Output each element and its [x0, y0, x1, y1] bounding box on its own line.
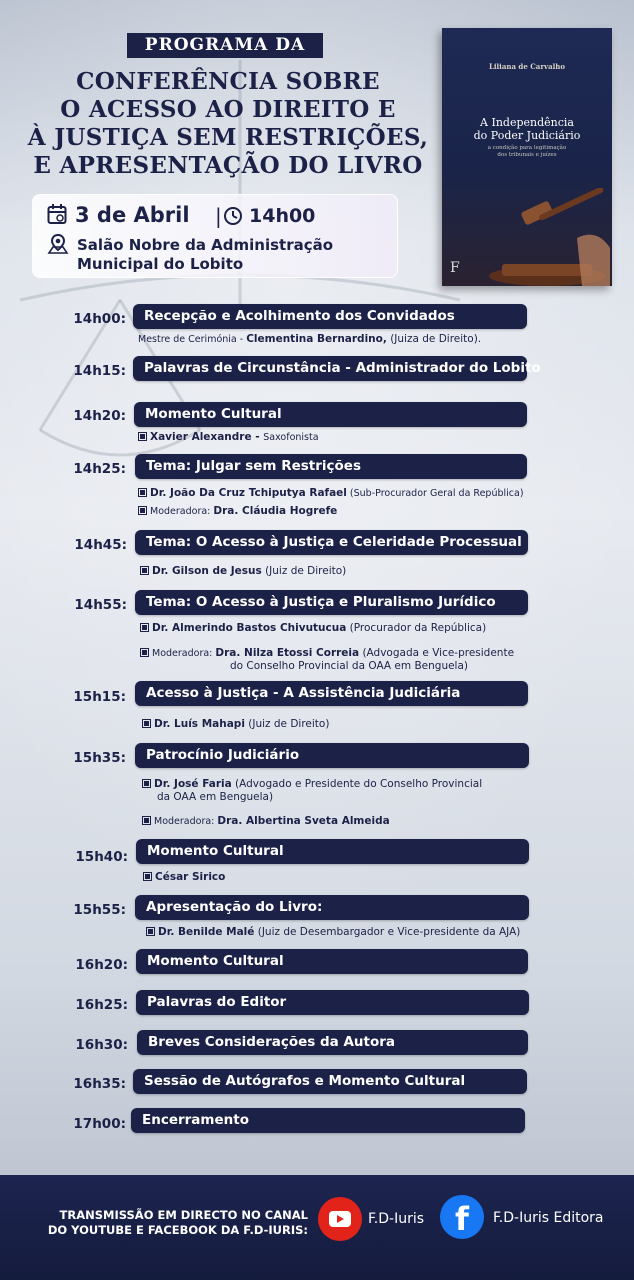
agenda-time: 14h20:: [73, 408, 126, 424]
agenda-time: 14h25:: [73, 461, 126, 477]
agenda-item-bar: Sessão de Autógrafos e Momento Cultural: [133, 1069, 527, 1094]
agenda-item-bar: Palavras do Editor: [136, 990, 529, 1015]
bullet-icon: [142, 625, 147, 630]
date-time-separator: |: [215, 204, 222, 228]
detail-line: César Sirico: [145, 871, 225, 884]
detail-line: Dr. Gilson de Jesus (Juiz de Direito): [142, 565, 346, 578]
broadcast-line: DO YOUTUBE E FACEBOOK DA F.D-IURIS:: [47, 1223, 308, 1237]
footer-broadcast-banner: [0, 1175, 634, 1280]
title-line: CONFERÊNCIA SOBRE: [76, 68, 380, 95]
agenda-item-bar: Recepção e Acolhimento dos Convidados: [133, 304, 527, 329]
detail-line: Dr. Almerindo Bastos Chivutucua (Procurador da República): [142, 622, 486, 635]
detail-line: Dr. João Da Cruz Tchiputya Rafael (Sub-Procurador Geral da República): [140, 487, 524, 500]
title-line: O ACESSO AO DIREITO E: [60, 96, 396, 123]
book-subtitle-line: dos tribunais e juízes: [497, 152, 557, 158]
agenda-time: 14h15:: [73, 363, 126, 379]
bullet-icon: [144, 781, 149, 786]
agenda-item-bar: Momento Cultural: [136, 949, 528, 974]
agenda-time: 14h00:: [73, 311, 126, 327]
detail-line: Moderadora: Dra. Cláudia Hogrefe: [140, 505, 337, 518]
agenda-item-bar: Tema: O Acesso à Justiça e Pluralismo Jurídico: [135, 590, 528, 615]
book-author: Liliana de Carvalho: [488, 62, 566, 71]
agenda-item-bar: Breves Considerações da Autora: [137, 1030, 528, 1055]
bullet-icon: [144, 721, 149, 726]
agenda-item-bar: Encerramento: [131, 1108, 525, 1133]
agenda-time: 14h45:: [74, 537, 127, 553]
agenda-time: 15h40:: [75, 849, 128, 865]
publisher-logo: F: [450, 260, 460, 276]
agenda-item-bar: Tema: Julgar sem Restrições: [135, 454, 527, 479]
book-subtitle-line: a condição para legitimação: [487, 145, 567, 151]
bullet-icon: [140, 508, 145, 513]
detail-line: Dr. José Faria (Advogado e Presidente do Conselho Provincial: [144, 778, 482, 791]
youtube-channel-label[interactable]: F.D-Iuris: [368, 1211, 425, 1227]
title-line: À JUSTIÇA SEM RESTRIÇÕES,: [27, 124, 429, 151]
bullet-icon: [148, 929, 153, 934]
event-time: 14h00: [249, 205, 316, 227]
book-title-line: A Independência: [480, 116, 574, 129]
book-title-line: do Poder Judiciário: [473, 129, 581, 142]
venue-line: Municipal do Lobito: [77, 255, 244, 273]
broadcast-line: TRANSMISSÃO EM DIRECTO NO CANAL: [59, 1208, 308, 1222]
title-line: E APRESENTAÇÃO DO LIVRO: [33, 152, 423, 179]
facebook-icon[interactable]: f: [440, 1195, 484, 1239]
agenda-item-bar: Momento Cultural: [136, 839, 529, 864]
agenda-time: 17h00:: [73, 1116, 126, 1132]
facebook-page-label[interactable]: F.D-Iuris Editora: [493, 1210, 604, 1226]
youtube-icon[interactable]: [318, 1197, 362, 1241]
agenda-item-bar: Momento Cultural: [134, 402, 527, 427]
detail-line: do Conselho Provincial da OAA em Benguela): [230, 660, 469, 672]
detail-line: Moderadora: Dra. Albertina Sveta Almeida: [144, 815, 390, 828]
bullet-icon: [140, 434, 145, 439]
agenda-time: 15h55:: [73, 902, 126, 918]
agenda-time: 16h25:: [75, 997, 128, 1013]
agenda-item-bar: Tema: O Acesso à Justiça e Celeridade Processual: [135, 530, 528, 555]
detail-line: Moderadora: Dra. Nilza Etossi Correia (Advogada e Vice-presidente: [142, 647, 514, 660]
agenda-time: 16h35:: [73, 1076, 126, 1092]
event-date: 3 de Abril: [75, 203, 190, 227]
detail-line: Dr. Benilde Malé (Juiz de Desembargador e Vice-presidente da AJA): [148, 926, 520, 939]
program-banner: PROGRAMA DA: [127, 33, 323, 58]
agenda-item-bar: Patrocínio Judiciário: [135, 743, 529, 768]
detail-line: Mestre de Cerimónia - Clementina Bernardino, (Juiza de Direito).: [138, 333, 482, 345]
agenda-time: 14h55:: [74, 597, 127, 613]
venue-line: Salão Nobre da Administração: [77, 236, 334, 254]
broadcast-text: [28, 1208, 308, 1238]
bullet-icon: [145, 874, 150, 879]
agenda-time: 16h20:: [75, 957, 128, 973]
agenda-item-bar: Palavras de Circunstância - Administrador do Lobito: [133, 356, 527, 381]
bullet-icon: [142, 650, 147, 655]
agenda-time: 16h30:: [75, 1037, 128, 1053]
detail-line: da OAA em Benguela): [157, 791, 274, 803]
bullet-icon: [144, 818, 149, 823]
agenda-time: 15h15:: [73, 689, 126, 705]
agenda-item-bar: Apresentação do Livro:: [135, 895, 529, 920]
bullet-icon: [142, 568, 147, 573]
detail-line: Xavier Alexandre - Saxofonista: [140, 431, 319, 444]
detail-line: Dr. Luís Mahapi (Juiz de Direito): [144, 718, 329, 731]
agenda-item-bar: Acesso à Justiça - A Assistência Judiciária: [135, 681, 528, 706]
agenda-time: 15h35:: [73, 750, 126, 766]
bullet-icon: [140, 490, 145, 495]
